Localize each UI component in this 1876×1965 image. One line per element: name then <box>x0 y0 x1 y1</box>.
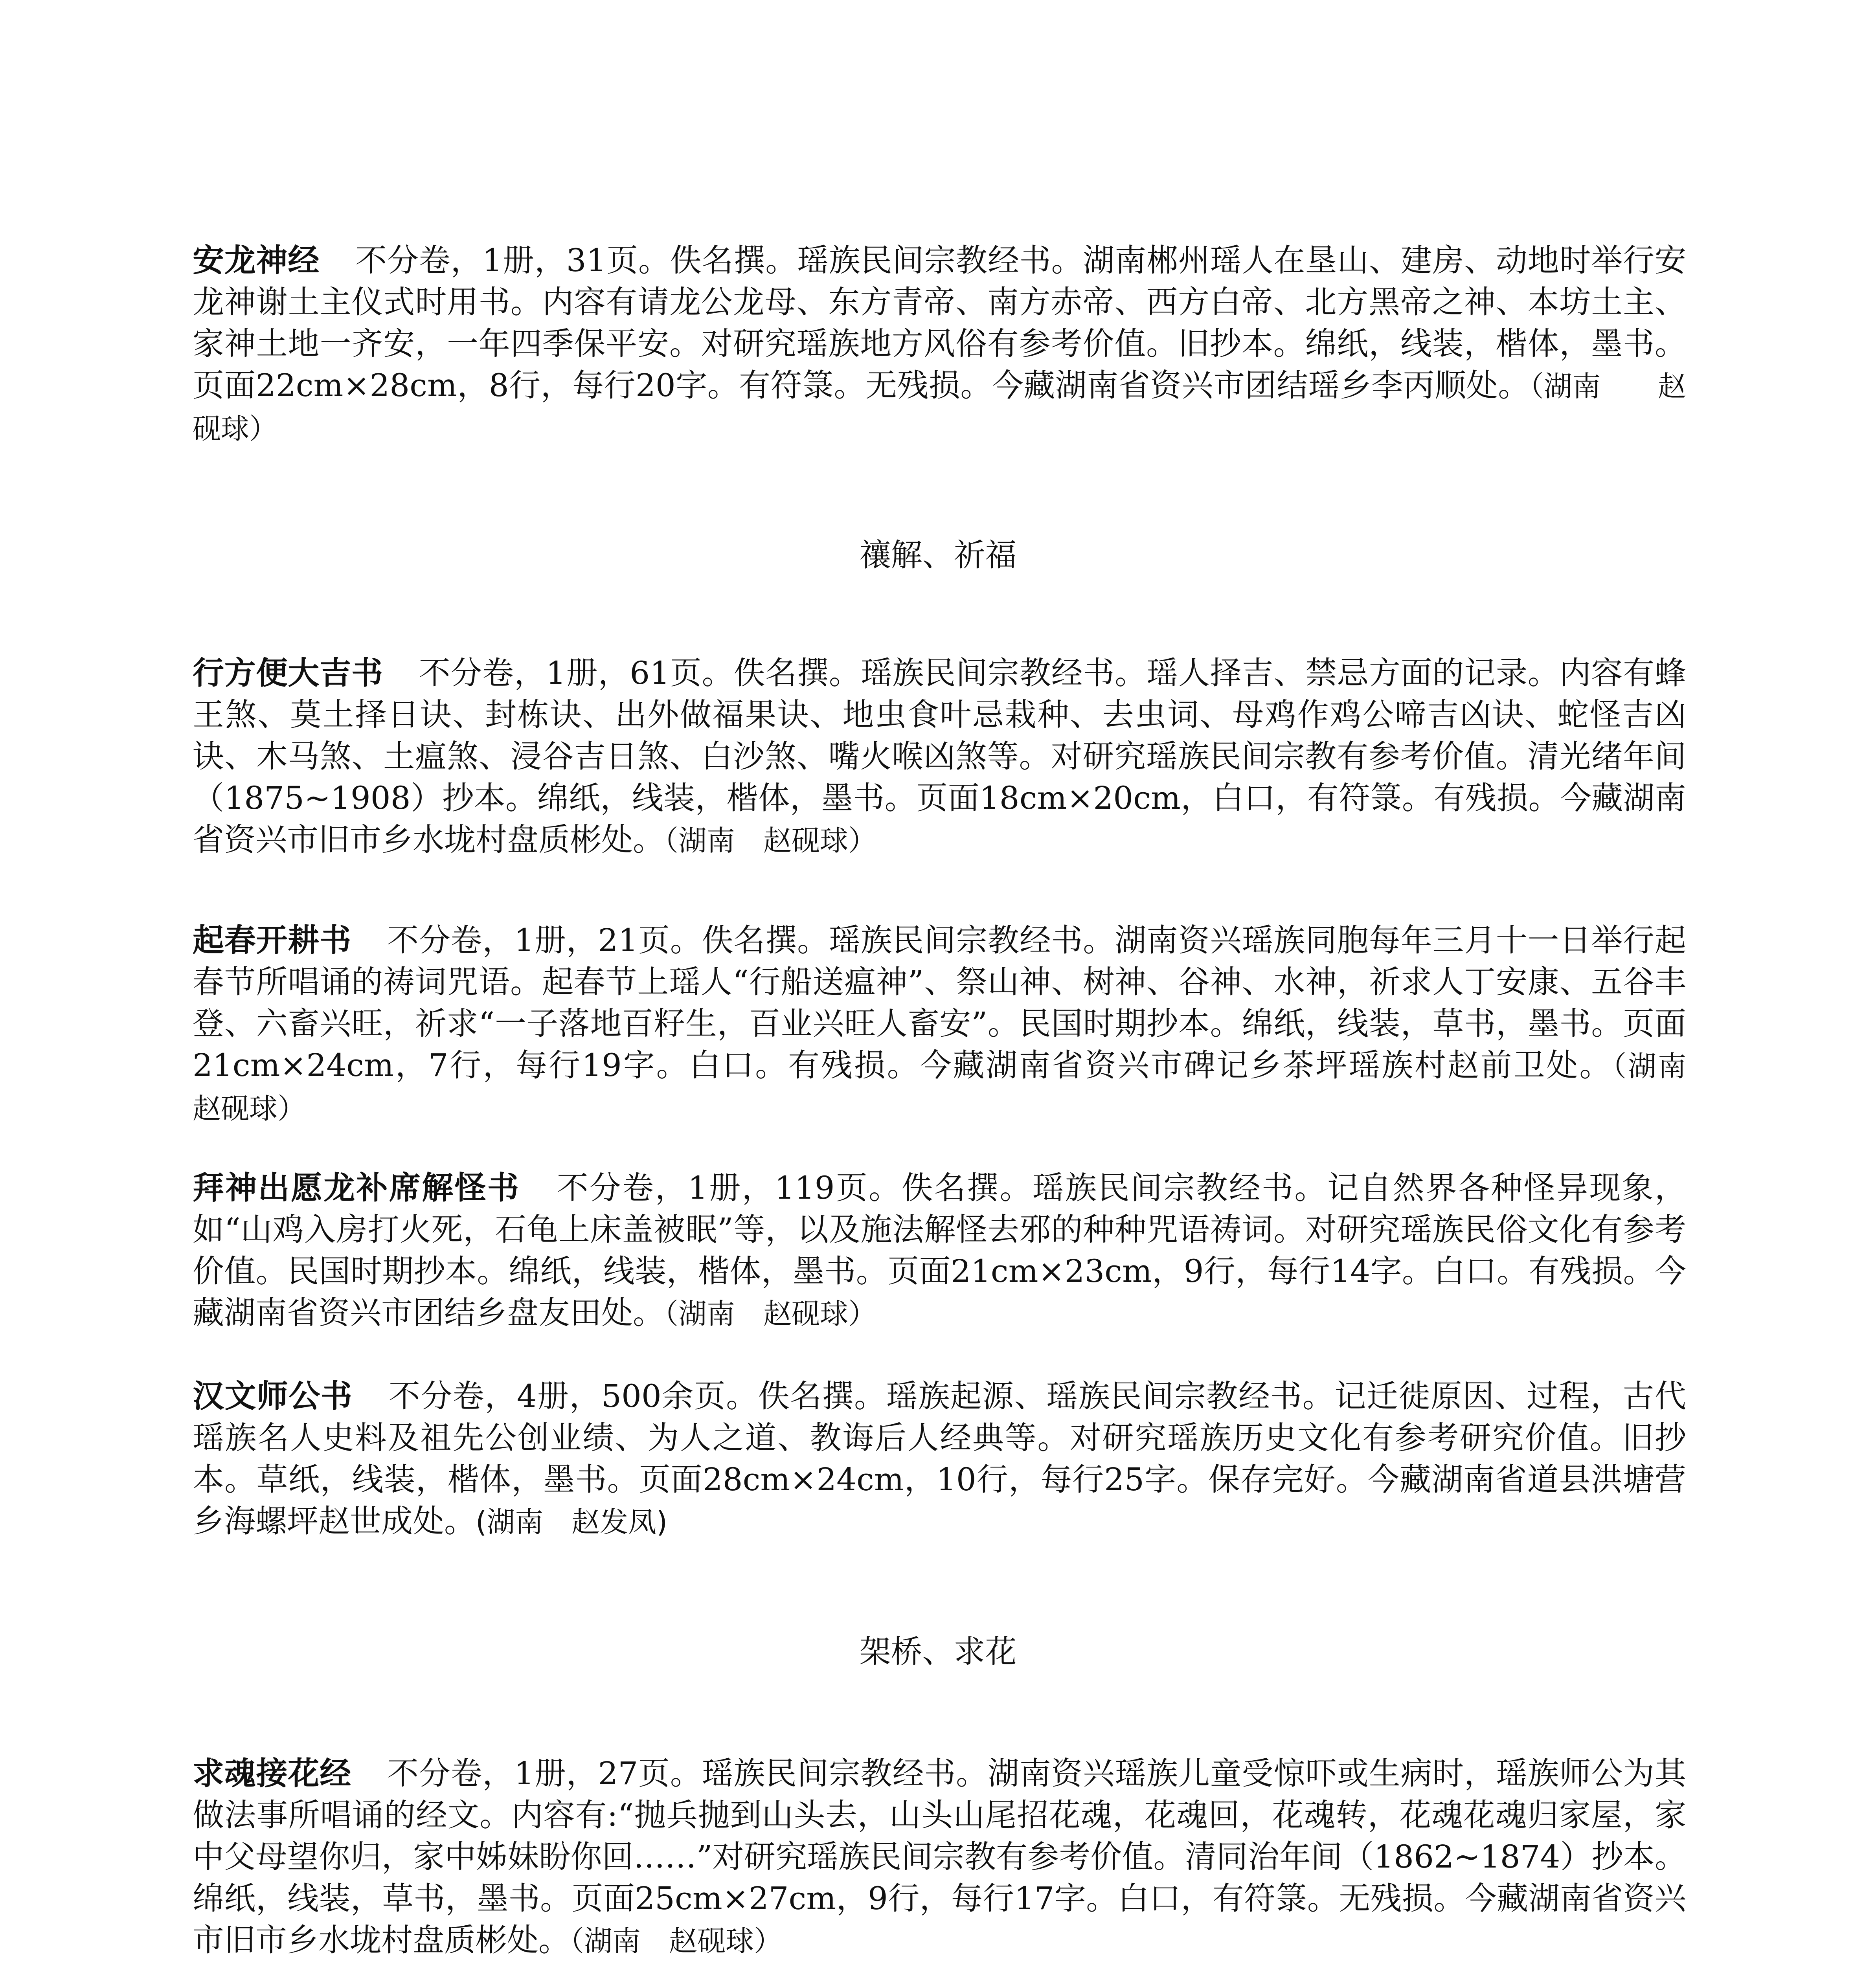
catalog-entry <box>193 652 1686 861</box>
entry-body: 不分卷，1册，27页。瑶族民间宗教经书。湖南资兴瑶族儿童受惊吓或生病时，瑶族师公为其做法事所唱诵的经文。内容有:“抛兵抛到山头去，山头山尾招花魂，花魂回，花魂转，花魂花魂归家屋，家中父母望你归，家中姊妹盼你回……”对研究瑶族民间宗教有参考价值。清同治年间（1862~1874）抄本。绵纸，线装，草书，墨书。页面25cm×27cm，9行，每行17字。白口，有符箓。无残损。今藏湖南省资兴市旧市乡水垅村盘质彬处。 <box>193 1755 1686 1958</box>
entry-title: 汉文师公书 <box>193 1378 353 1414</box>
section-heading: 禳解、祈福 <box>859 537 1017 573</box>
entry-body: 不分卷，1册，61页。佚名撰。瑶族民间宗教经书。瑶人择吉、禁忌方面的记录。内容有蜂王煞、莫土择日诀、封栋诀、出外做福果诀、地虫食叶忌栽种、去虫词、母鸡作鸡公啼吉凶诀、蛇怪吉凶诀、木马煞、土瘟煞、浸谷吉日煞、白沙煞、嘴火喉凶煞等。对研究瑶族民间宗教有参考价值。清光绪年间（1875~1908）抄本。绵纸，线装，楷体，墨书。页面18cm×20cm，白口，有符箓。有残损。今藏湖南省资兴市旧市乡水垅村盘质彬处。 <box>193 655 1686 858</box>
catalog-entry <box>193 1376 1686 1543</box>
catalog-entry <box>193 240 1686 450</box>
entry-title: 安龙神经 <box>193 242 320 279</box>
entry-title: 拜神出愿龙补席解怪书 <box>193 1170 520 1206</box>
entry-title: 起春开耕书 <box>193 922 352 959</box>
catalog-entry <box>193 920 1743 1129</box>
entry-body: 不分卷，1册，31页。佚名撰。瑶族民间宗教经书。湖南郴州瑶人在垦山、建房、动地时举行安龙神谢土主仪式时用书。内容有请龙公龙母、东方青帝、南方赤帝、西方白帝、北方黑帝之神、本坊土主、家神土地一齐安，一年四季保平安。对研究瑶族地方风俗有参考价值。旧抄本。绵纸，线装，楷体，墨书。页面22cm×28cm，8行，每行20字。有符箓。无残损。今藏湖南省资兴市团结瑶乡李丙顺处。 <box>193 242 1686 404</box>
entry-note: （湖南 赵砚球） <box>570 1925 783 1958</box>
catalog-entry <box>193 1167 1686 1335</box>
entry-title: 求魂接花经 <box>193 1755 352 1792</box>
catalog-entry <box>193 1753 1686 1962</box>
entry-note: (湖南 赵发凤) <box>476 1506 668 1539</box>
entry-note: （湖南 赵砚球） <box>664 824 877 857</box>
entry-body: 不分卷，1册，21页。佚名撰。瑶族民间宗教经书。湖南资兴瑶族同胞每年三月十一日举行起春节所唱诵的祷词咒语。起春节上瑶人“行船送瘟神”、祭山神、树神、谷神、水神，祈求人丁安康、五谷丰登、六畜兴旺，祈求“一子落地百籽生，百业兴旺人畜安”。民国时期抄本。绵纸，线装，草书，墨书。页面21cm×24cm，7行，每行19字。白口。有残损。今藏湖南省资兴市碑记乡茶坪瑶族村赵前卫处。 <box>193 922 1686 1084</box>
entry-body: 不分卷，1册，119页。佚名撰。瑶族民间宗教经书。记自然界各种怪异现象，如“山鸡入房打火死，石龟上床盖被眠”等，以及施法解怪去邪的种种咒语祷词。对研究瑶族民俗文化有参考价值。民国时期抄本。绵纸，线装，楷体，墨书。页面21cm×23cm，9行，每行14字。白口。有残损。今藏湖南省资兴市团结乡盘友田处。 <box>193 1170 1687 1331</box>
entry-title: 行方便大吉书 <box>193 655 383 691</box>
section-heading: 架桥、求花 <box>859 1633 1017 1670</box>
entry-note: （湖南 赵砚球） <box>193 1050 1743 1125</box>
entry-body: 不分卷，4册，500余页。佚名撰。瑶族起源、瑶族民间宗教经书。记迁徙原因、过程，古代瑶族名人史料及祖先公创业绩、为人之道、教诲后人经典等。对研究瑶族历史文化有参考研究价值。旧抄本。草纸，线装，楷体，墨书。页面28cm×24cm，10行，每行25字。保存完好。今藏湖南省道县洪塘营乡海螺坪赵世成处。 <box>193 1378 1687 1539</box>
entry-note: （湖南 赵砚球） <box>664 1297 877 1330</box>
entry-note: （湖南 赵砚球） <box>193 370 1686 445</box>
